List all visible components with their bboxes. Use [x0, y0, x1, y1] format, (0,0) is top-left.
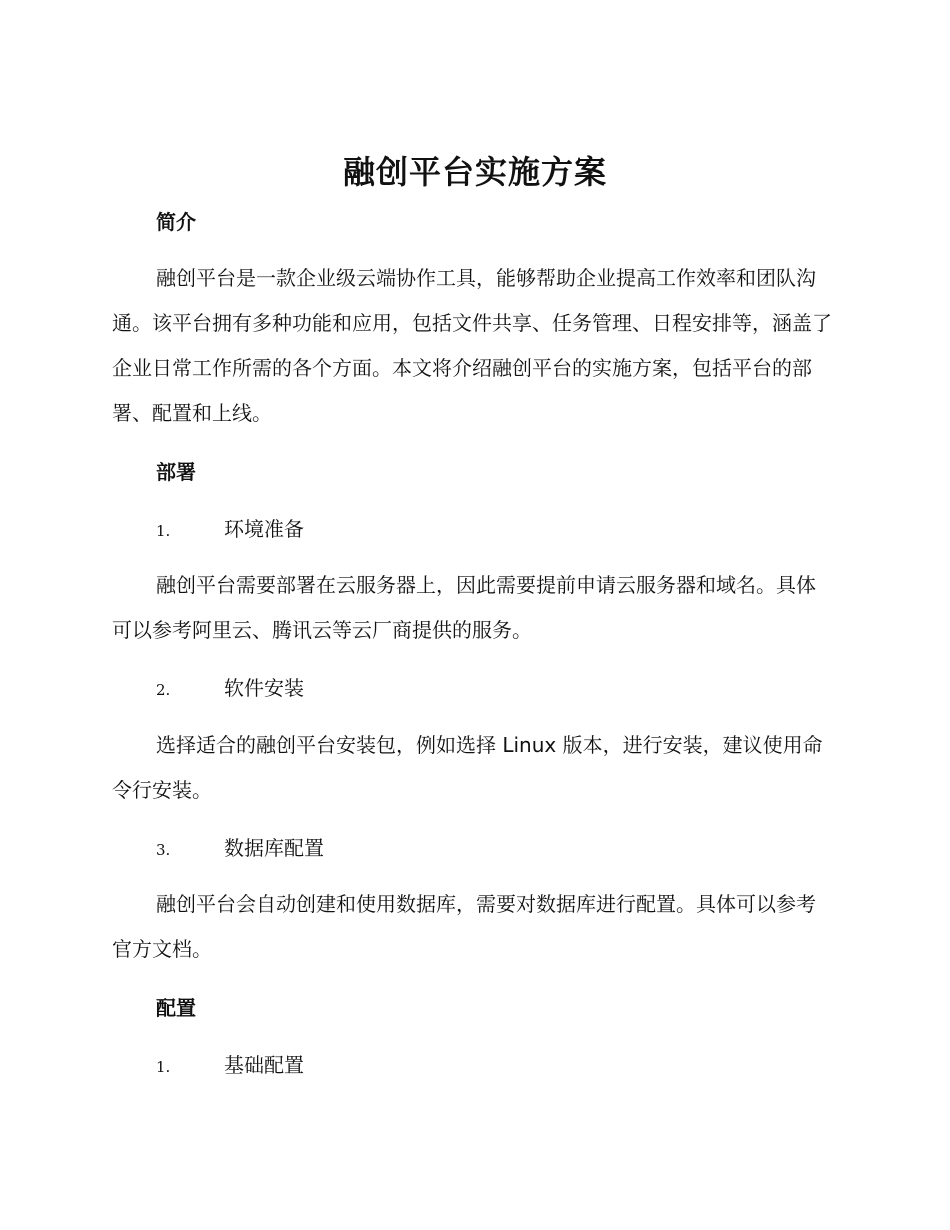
list-number: 1.	[156, 522, 171, 540]
section-heading-deploy: 部署	[156, 460, 196, 484]
list-item-software-install	[156, 674, 304, 704]
list-item-title: 软件安装	[224, 676, 304, 700]
env-prep-paragraph: 融创平台需要部署在云服务器上，因此需要提前申请云服务器和域名。具体可以参考阿里云、腾讯云等云厂商提供的服务。	[112, 573, 816, 642]
list-number: 1.	[156, 1058, 171, 1076]
document-title: 融创平台实施方案	[342, 153, 607, 191]
intro-paragraph: 融创平台是一款企业级云端协作工具，能够帮助企业提高工作效率和团队沟通。该平台拥有多种功能和应用，包括文件共享、任务管理、日程安排等，涵盖了企业日常工作所需的各个方面。本文将介绍融创平台的实施方案，包括平台的部署、配置和上线。	[112, 266, 832, 425]
list-number: 3.	[156, 841, 171, 859]
list-item-title: 环境准备	[224, 517, 304, 541]
list-number: 2.	[156, 681, 171, 699]
list-item-basic-config	[156, 1051, 304, 1081]
section-heading-intro: 简介	[156, 210, 196, 234]
list-item-title: 数据库配置	[224, 836, 324, 860]
list-item-env-prep	[156, 515, 304, 545]
list-item-db-config	[156, 834, 324, 864]
section-heading-config: 配置	[156, 996, 196, 1020]
software-install-paragraph: 选择适合的融创平台安装包，例如选择 Linux 版本，进行安装，建议使用命令行安装。	[112, 733, 823, 802]
db-config-paragraph: 融创平台会自动创建和使用数据库，需要对数据库进行配置。具体可以参考官方文档。	[112, 892, 816, 961]
list-item-title: 基础配置	[224, 1053, 304, 1077]
